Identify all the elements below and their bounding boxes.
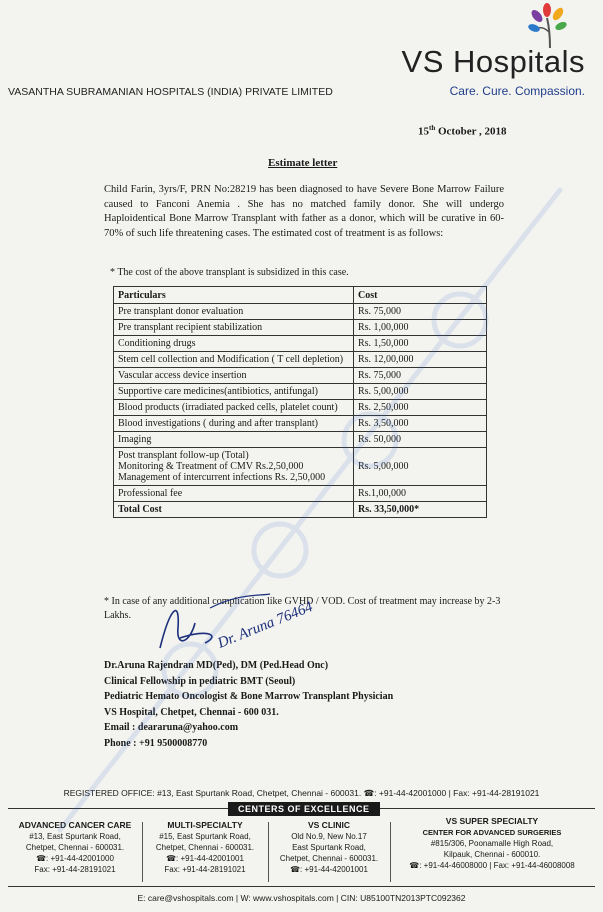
particular-cell: Professional fee [114,486,354,502]
cost-cell: Rs. 75,000 [354,368,487,384]
divider [390,822,391,882]
center-multi-specialty: MULTI-SPECIALTY #15, East Spurtank Road, Chetpet, Chennai - 600031. ☎: +91-44-42001001 Fax: +91-44-28191021 [155,820,255,874]
letter-date: 15th October , 2018 [418,124,507,138]
table-row [114,416,487,432]
cost-cell: Rs. 5,00,000 [354,448,487,486]
center-cancer-care: ADVANCED CANCER CARE #13, East Spurtank Road, Chetpet, Chennai - 600031. ☎: +91-44-42001000 Fax: +91-44-28191021 [18,820,132,874]
divider [142,822,143,882]
particular-cell: Imaging [114,432,354,448]
table-row [114,486,487,502]
document-title: Estimate letter [268,157,338,169]
center-super-specialty: VS SUPER SPECIALTY CENTER FOR ADVANCED SURGERIES #815/306, Poonamalle High Road, Kilpauk, Chennai - 600010. ☎: +91-44-46008000 | Fax: +91-44-46008008 [409,816,575,870]
particular-cell: Vascular access device insertion [114,368,354,384]
cost-cell: Rs.1,00,000 [354,486,487,502]
particular-cell: Post transplant follow-up (Total) Monitoring & Treatment of CMV Rs.2,50,000 Management of intercurrent infections Rs. 2,50,000 [114,448,354,486]
particular-cell: Blood products (irradiated packed cells, platelet count) [114,400,354,416]
letter-body: Child Farin, 3yrs/F, PRN No:28219 has been diagnosed to have Severe Bone Marrow Failure caused to Fanconi Anemia . She has no matched family donor. She will undergo Haploidentical Bone Marrow Transplant with father as a donor, which will be curative in 60-70% of such life threatening cases. The estimated cost of treatment is as follows: [104,184,504,239]
table-row [114,448,487,486]
table-row [114,432,487,448]
complication-note: * In case of any additional complication like GVHD / VOD. Cost of treatment may increase by 2-3 Lakhs. [104,596,501,621]
cost-cell: Rs. 50,000 [354,432,487,448]
subsidized-note: * The cost of the above transplant is subsidized in this case. [110,267,349,278]
company-name: VASANTHA SUBRAMANIAN HOSPITALS (INDIA) PRIVATE LIMITED [8,86,333,98]
particular-cell: Pre transplant recipient stabilization [114,320,354,336]
signatory-name: Dr.Aruna Rajendran MD(Ped), DM (Ped.Head Onc) [104,660,329,671]
cost-cell: Rs. 5,00,000 [354,384,487,400]
table-row [114,400,487,416]
brand-name: VS Hospitals [401,44,585,79]
signatory-block [104,658,393,751]
table-row [114,384,487,400]
signatory-fellowship: Clinical Fellowship in pediatric BMT (Seoul) [104,675,296,687]
cost-header: Cost [354,287,487,304]
signature-text: Dr. Aruna 76464 [215,599,316,652]
particular-cell: Conditioning drugs [114,336,354,352]
signatory-hospital: VS Hospital, Chetpet, Chennai - 600 031. [104,706,279,718]
total-cost: Rs. 33,50,000* [354,502,487,518]
particular-cell: Stem cell collection and Modification ( T cell depletion) [114,352,354,368]
brand-tagline: Care. Cure. Compassion. [449,84,585,98]
table-row [114,320,487,336]
vs-hospitals-logo-icon [525,2,575,48]
cost-cell: Rs. 1,00,000 [354,320,487,336]
table-row [114,336,487,352]
centers-title: CENTERS OF EXCELLENCE [228,802,380,816]
total-row [114,502,487,518]
cost-cell: Rs. 1,50,000 [354,336,487,352]
table-row [114,304,487,320]
divider [268,822,269,882]
particular-cell: Blood investigations ( during and after transplant) [114,416,354,432]
particulars-header: Particulars [114,287,354,304]
table-header-row [114,287,487,304]
table-row [114,352,487,368]
particular-cell: Pre transplant donor evaluation [114,304,354,320]
cost-cell: Rs. 3,50,000 [354,416,487,432]
registered-office: REGISTERED OFFICE: #13, East Spurtank Road, Chetpet, Chennai - 600031. ☎: +91-44-42001000 | Fax: +91-44-28191021 [63,788,540,798]
signatory-phone: Phone : +91 9500008770 [104,737,208,749]
divider [8,886,595,887]
cost-table [113,286,487,518]
contact-footer: E: care@vshospitals.com | W: www.vshospitals.com | CIN: U85100TN2013PTC092362 [137,893,466,903]
handwritten-signature [150,588,350,658]
particular-cell: Supportive care medicines(antibiotics, antifungal) [114,384,354,400]
total-label: Total Cost [114,502,354,518]
cost-cell: Rs. 75,000 [354,304,487,320]
cost-cell: Rs. 2,50,000 [354,400,487,416]
signatory-role: Pediatric Hemato Oncologist & Bone Marrow Transplant Physician [104,691,394,702]
cost-cell: Rs. 12,00,000 [354,352,487,368]
signatory-email: Email : deararuna@yahoo.com [104,722,239,733]
center-vs-clinic: VS CLINIC Old No.9, New No.17 East Spurtank Road, Chetpet, Chennai - 600031. ☎: +91-44-42001001 [279,820,379,874]
table-row [114,368,487,384]
